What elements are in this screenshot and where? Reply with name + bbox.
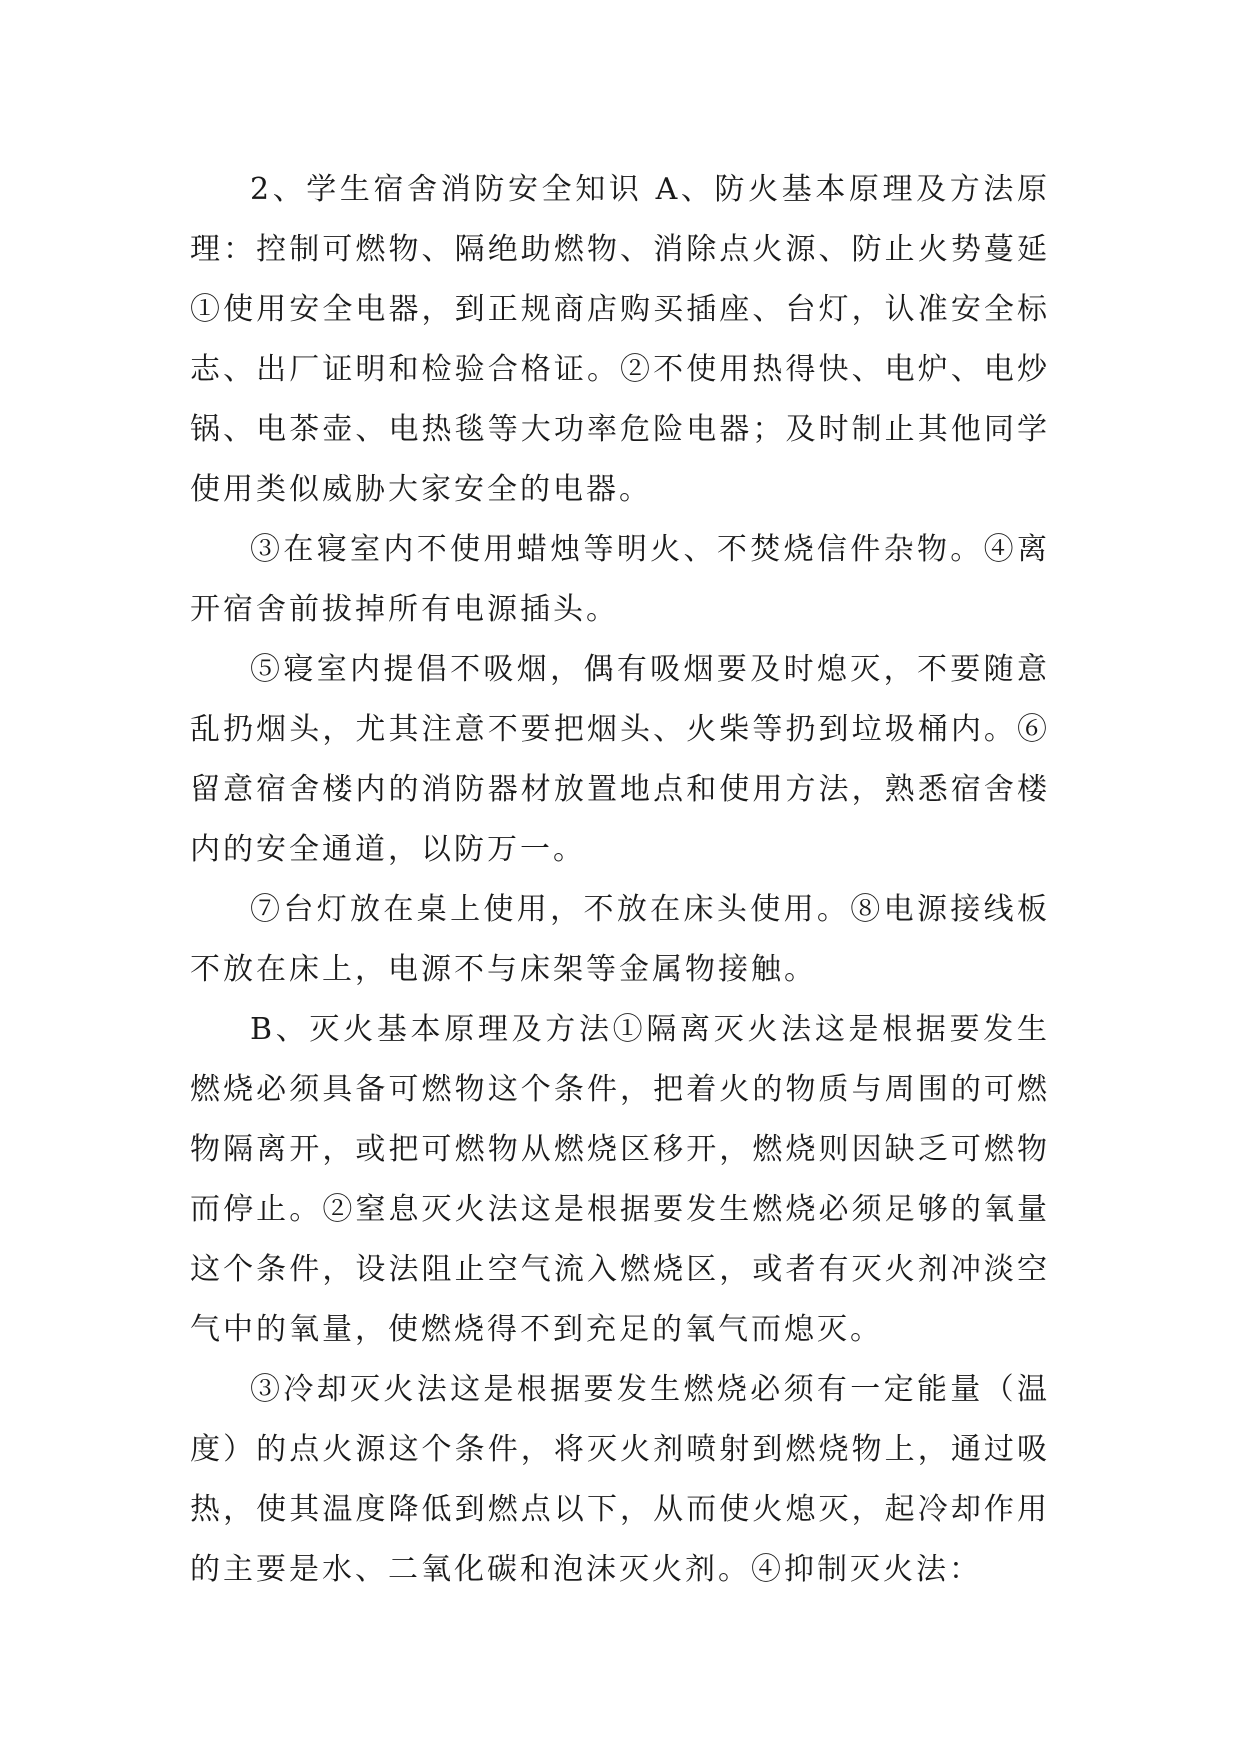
document-body	[190, 160, 1050, 1600]
paragraph-no-open-flame: ③在寝室内不使用蜡烛等明火、不焚烧信件杂物。④离开宿舍前拔掉所有电源插头。	[190, 532, 1050, 627]
paragraph-extinguishing-principles: B、灭火基本原理及方法①隔离灭火法这是根据要发生燃烧必须具备可燃物这个条件，把着火的物质与周围的可燃物隔离开，或把可燃物从燃烧区移开，燃烧则因缺乏可燃物而停止。②窒息灭火法这是根据要发生燃烧必须足够的氧量这个条件，设法阻止空气流入燃烧区，或者有灭火剂冲淡空气中的氧量，使燃烧得不到充足的氧气而熄灭。	[190, 1012, 1050, 1347]
paragraph-cooling-method: ③冷却灭火法这是根据要发生燃烧必须有一定能量（温度）的点火源这个条件，将灭火剂喷射到燃烧物上，通过吸热，使其温度降低到燃点以下，从而使火熄灭，起冷却作用的主要是水、二氧化碳和泡沫灭火剂。④抑制灭火法：	[190, 1372, 1050, 1587]
paragraph-no-smoking: ⑤寝室内提倡不吸烟，偶有吸烟要及时熄灭，不要随意乱扔烟头，尤其注意不要把烟头、火柴等扔到垃圾桶内。⑥留意宿舍楼内的消防器材放置地点和使用方法，熟悉宿舍楼内的安全通道，以防万一。	[190, 652, 1050, 867]
paragraph-lamp-and-power-strip: ⑦台灯放在桌上使用，不放在床头使用。⑧电源接线板不放在床上，电源不与床架等金属物接触。	[190, 892, 1050, 987]
paragraph-fire-prevention-principles: 2、学生宿舍消防安全知识 A、防火基本原理及方法原理：控制可燃物、隔绝助燃物、消除点火源、防止火势蔓延①使用安全电器，到正规商店购买插座、台灯，认准安全标志、出厂证明和检验合格证。②不使用热得快、电炉、电炒锅、电茶壶、电热毯等大功率危险电器；及时制止其他同学使用类似威胁大家安全的电器。	[190, 172, 1050, 507]
